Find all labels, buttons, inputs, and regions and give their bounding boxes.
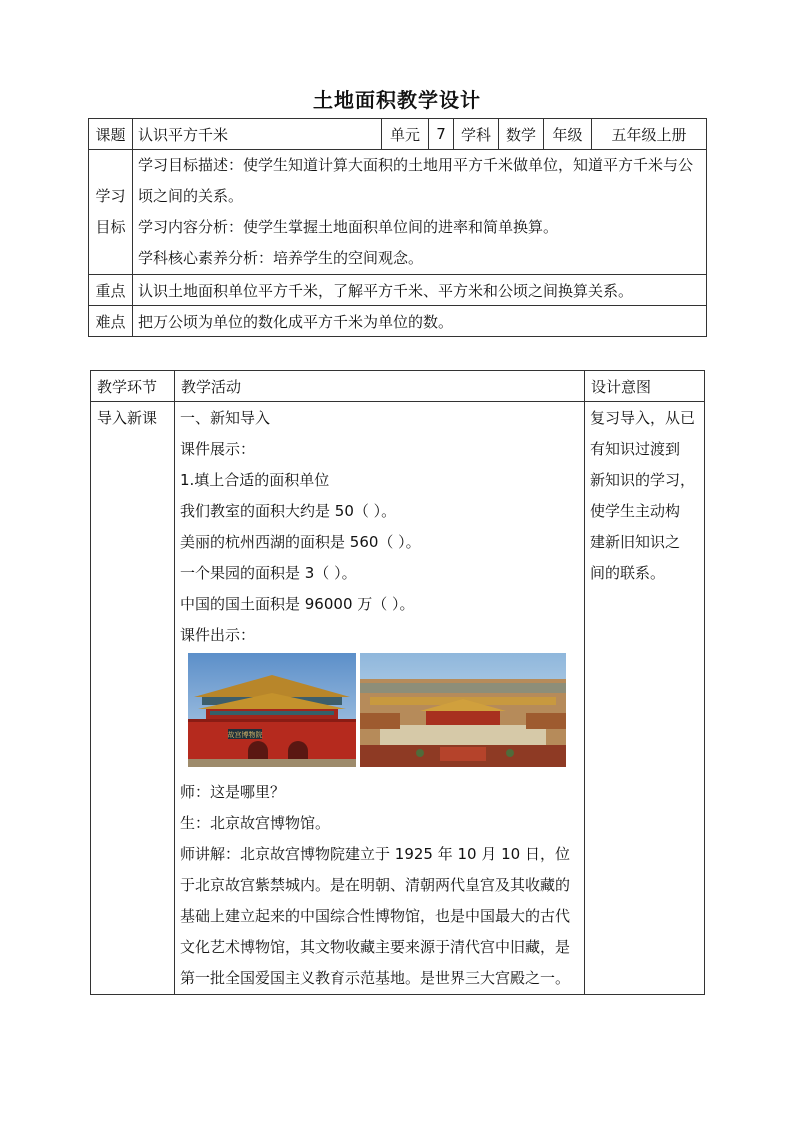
difficulty-value: 把万公顷为单位的数化成平方千米为单位的数。	[133, 306, 707, 337]
topic-label: 课题	[89, 119, 133, 150]
activity-show1: 课件展示：	[180, 440, 256, 458]
lesson-info-table	[88, 118, 707, 337]
objectives-label-line1: 学习	[95, 187, 126, 205]
question-3: 一个果园的面积是 3（ ）。	[180, 564, 357, 582]
topic-value: 认识平方千米	[133, 119, 382, 150]
page-title: 土地面积教学设计	[313, 88, 481, 112]
activity-heading: 一、新知导入	[180, 409, 271, 427]
objective-content-analysis: 学习内容分析：使学生掌握土地面积单位间的进率和简单换算。	[138, 218, 559, 236]
col-stage-header: 教学环节	[91, 371, 175, 402]
grade-label: 年级	[544, 119, 592, 150]
key-label: 重点	[89, 275, 133, 306]
palace-gate-photo	[188, 653, 356, 767]
subject-label: 学科	[454, 119, 499, 150]
difficulty-label: 难点	[89, 306, 133, 337]
activity-cell	[175, 402, 585, 995]
stage-cell	[91, 402, 175, 995]
palace-sign-text: 故宫博物院	[227, 731, 263, 739]
col-activity-header: 教学活动	[175, 371, 585, 402]
intent-line-3: 新知识的学习，	[590, 471, 696, 489]
intent-line-5: 建新旧知识之	[590, 533, 681, 551]
intent-cell	[585, 402, 705, 995]
question-4: 中国的国土面积是 96000 万（ ）。	[180, 595, 415, 613]
intent-line-4: 使学生主动构	[590, 502, 681, 520]
forbidden-city-aerial-photo	[360, 653, 566, 767]
activity-show2: 课件出示：	[180, 626, 256, 644]
key-value: 认识土地面积单位平方千米，了解平方千米、平方米和公顷之间换算关系。	[133, 275, 707, 306]
unit-label: 单元	[382, 119, 429, 150]
intent-line-1: 复习导入，从已	[590, 409, 696, 427]
objectives-label	[89, 150, 133, 275]
col-intent-header: 设计意图	[585, 371, 705, 402]
teacher-question: 师：这是哪里？	[180, 783, 286, 801]
student-answer: 生：北京故宫博物馆。	[180, 814, 331, 832]
objectives-content	[133, 150, 707, 275]
objective-description: 学习目标描述：使学生知道计算大面积的土地用平方千米做单位，知道平方千米与公顷之间的关系。	[138, 156, 694, 205]
grade-value: 五年级上册	[592, 119, 707, 150]
question-2: 美丽的杭州西湖的面积是 560（ ）。	[180, 533, 421, 551]
unit-value: 7	[429, 119, 454, 150]
stage-name: 导入新课	[97, 409, 158, 427]
teaching-process-table	[90, 370, 705, 995]
objective-literacy-analysis: 学科核心素养分析：培养学生的空间观念。	[138, 249, 424, 267]
intent-line-6: 间的联系。	[590, 564, 666, 582]
teacher-explanation: 师讲解：北京故宫博物院建立于 1925 年 10 月 10 日，位于北京故宫紫禁城内。是在明朝、清朝两代皇宫及其收藏的基础上建立起来的中国综合性博物馆，也是中国最大的古代文化艺术博物馆，其文物收藏主要来源于清代宫中旧藏，是第一批全国爱国主义教育示范基地。是世界三大宫殿之一。	[180, 845, 571, 987]
intent-line-2: 有知识过渡到	[590, 440, 681, 458]
photo-group	[188, 653, 579, 773]
question-title: 1.填上合适的面积单位	[180, 471, 330, 489]
question-1: 我们教室的面积大约是 50（ ）。	[180, 502, 397, 520]
subject-value: 数学	[499, 119, 544, 150]
objectives-label-line2: 目标	[95, 218, 126, 236]
